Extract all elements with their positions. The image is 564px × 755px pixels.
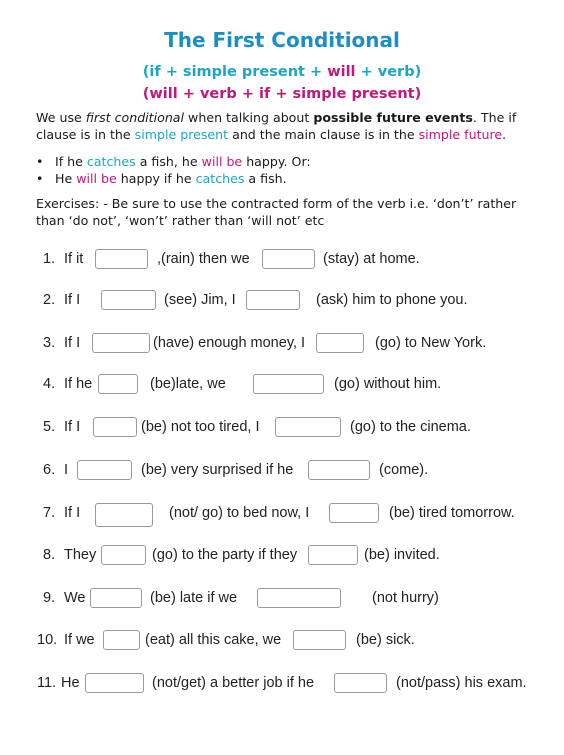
answer-box[interactable] xyxy=(93,417,137,437)
exercise-text: (not/ go) to bed now, I xyxy=(169,505,310,521)
exercise-text: (come). xyxy=(379,462,429,478)
answer-box[interactable] xyxy=(262,249,315,269)
exercise-text: (not/get) a better job if he xyxy=(152,675,315,691)
exercise-text: I xyxy=(64,462,69,478)
exercise-row xyxy=(0,290,564,314)
example-text: If he xyxy=(55,154,87,169)
exercise-text: (be) invited. xyxy=(364,547,440,563)
exercise-text: If we xyxy=(64,632,95,648)
example-item xyxy=(36,153,546,170)
exercise-row xyxy=(0,374,564,398)
example-list xyxy=(36,153,546,187)
exercise-row xyxy=(0,460,564,484)
exercise-text: (be) not too tired, I xyxy=(141,419,260,435)
formula-line-1 xyxy=(0,64,564,80)
exercise-number: 11. xyxy=(37,675,57,691)
formula-line-1-part: (if + simple present + xyxy=(142,64,328,80)
exercise-text: (have) enough money, I xyxy=(153,335,306,351)
exercise-row xyxy=(0,588,564,612)
exercise-text: (be) late if we xyxy=(150,590,238,606)
exercise-text: If I xyxy=(64,505,81,521)
exercise-text: ,(rain) then we xyxy=(157,251,250,267)
answer-box[interactable] xyxy=(85,673,144,693)
example-text: a fish. xyxy=(244,171,287,186)
exercise-text: (see) Jim, I xyxy=(164,292,236,308)
answer-box[interactable] xyxy=(77,460,132,480)
bullet-dot: • xyxy=(36,154,44,169)
answer-box[interactable] xyxy=(92,333,150,353)
exercise-text: (not hurry) xyxy=(372,590,439,606)
example-text: happy. Or: xyxy=(242,154,311,169)
exercise-row xyxy=(0,249,564,273)
exercise-row xyxy=(0,545,564,569)
intro-text: and the main clause is in the xyxy=(228,127,419,142)
formula-line-2: (will + verb + if + simple present) xyxy=(142,86,422,102)
exercise-text: (ask) him to phone you. xyxy=(316,292,468,308)
answer-box[interactable] xyxy=(275,417,341,437)
answer-box[interactable] xyxy=(316,333,364,353)
exercise-text: If it xyxy=(64,251,84,267)
exercise-row xyxy=(0,333,564,357)
answer-box[interactable] xyxy=(334,673,387,693)
exercise-number: 2. xyxy=(43,292,56,308)
exercise-text: (go) to the cinema. xyxy=(350,419,471,435)
answer-box[interactable] xyxy=(103,630,140,650)
answer-box[interactable] xyxy=(329,503,379,523)
example-text: He xyxy=(55,171,77,186)
exercise-number: 3. xyxy=(43,335,56,351)
answer-box[interactable] xyxy=(95,249,148,269)
exercise-text: If I xyxy=(64,292,81,308)
formula-line-1-rest: + verb) xyxy=(355,64,422,80)
exercises-instructions: Exercises: - Be sure to use the contracted form of the verb i.e. ‘don’t’ rather than ‘do not’, ‘won’t’ rather than ‘will not’ etc xyxy=(36,196,517,228)
example-verb: will be xyxy=(76,171,117,186)
answer-box[interactable] xyxy=(90,588,142,608)
exercise-row xyxy=(0,503,564,527)
exercise-number: 5. xyxy=(43,419,56,435)
intro-term: first conditional xyxy=(85,110,185,125)
example-text: happy if he xyxy=(116,171,196,186)
exercise-number: 1. xyxy=(43,251,56,267)
exercise-number: 10. xyxy=(37,632,58,648)
formula-line-1-will: will xyxy=(327,64,356,80)
example-item xyxy=(36,170,546,187)
exercise-number: 4. xyxy=(43,376,56,392)
intro-text: . xyxy=(502,127,507,142)
exercise-number: 7. xyxy=(43,505,56,521)
example-verb: catches xyxy=(195,171,245,186)
intro-bold: possible future events xyxy=(313,110,473,125)
exercise-row xyxy=(0,417,564,441)
exercise-text: (be) very surprised if he xyxy=(141,462,294,478)
answer-box[interactable] xyxy=(246,290,300,310)
exercise-number: 8. xyxy=(43,547,56,563)
exercise-number: 6. xyxy=(43,462,56,478)
exercise-text: We xyxy=(64,590,86,606)
bullet-dot: • xyxy=(36,171,44,186)
exercise-text: If he xyxy=(64,376,93,392)
intro-text: . The if clause is in the xyxy=(36,110,517,142)
exercise-number: 9. xyxy=(43,590,56,606)
example-text: a fish, he xyxy=(135,154,202,169)
exercise-text: (not/pass) his exam. xyxy=(396,675,527,691)
intro-text: when talking about xyxy=(184,110,314,125)
answer-box[interactable] xyxy=(95,503,153,527)
exercise-text: (eat) all this cake, we xyxy=(145,632,282,648)
answer-box[interactable] xyxy=(308,460,370,480)
exercise-text: (be) tired tomorrow. xyxy=(389,505,515,521)
example-verb: catches xyxy=(86,154,136,169)
exercise-text: (be)late, we xyxy=(150,376,226,392)
exercise-text: They xyxy=(64,547,97,563)
exercise-text: (stay) at home. xyxy=(323,251,420,267)
answer-box[interactable] xyxy=(253,374,324,394)
answer-box[interactable] xyxy=(308,545,358,565)
exercise-text: (go) to New York. xyxy=(375,335,487,351)
answer-box[interactable] xyxy=(257,588,341,608)
answer-box[interactable] xyxy=(293,630,346,650)
intro-paragraph xyxy=(36,109,546,143)
answer-box[interactable] xyxy=(101,290,156,310)
page-title: The First Conditional xyxy=(164,28,400,52)
exercise-row xyxy=(0,630,564,654)
example-verb: will be xyxy=(201,154,243,169)
exercise-text: (go) without him. xyxy=(334,376,442,392)
exercise-text: (go) to the party if they xyxy=(152,547,298,563)
answer-box[interactable] xyxy=(98,374,138,394)
exercise-text: (be) sick. xyxy=(356,632,415,648)
exercise-text: He xyxy=(61,675,80,691)
exercise-row xyxy=(0,673,564,697)
exercise-text: If I xyxy=(64,419,81,435)
intro-simple-present: simple present xyxy=(134,127,229,142)
intro-text: We use xyxy=(36,110,86,125)
intro-simple-future: simple future xyxy=(418,127,503,142)
answer-box[interactable] xyxy=(101,545,146,565)
exercise-text: If I xyxy=(64,335,81,351)
